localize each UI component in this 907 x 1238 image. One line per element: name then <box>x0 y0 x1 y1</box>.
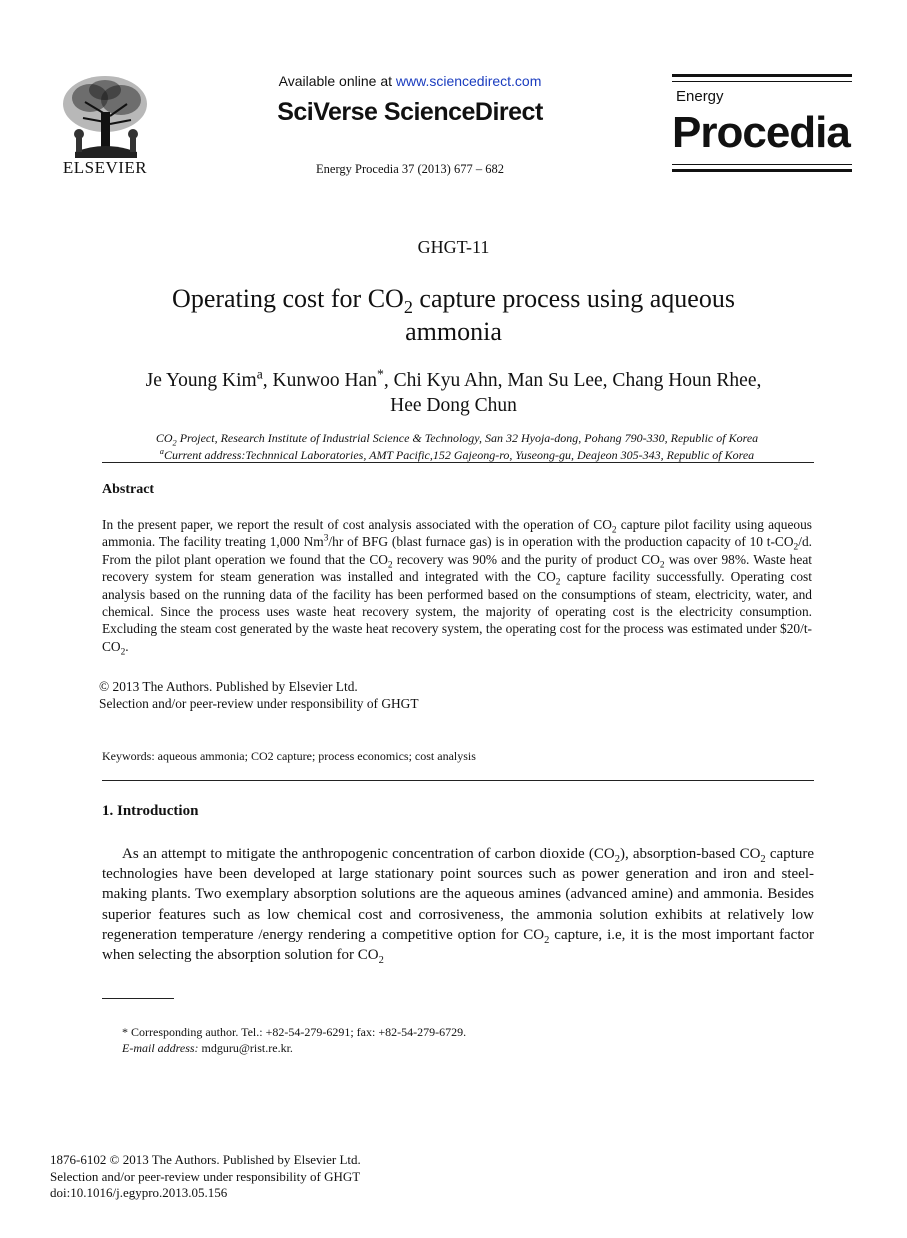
abstract-heading: Abstract <box>102 482 155 497</box>
sciverse-sciencedirect-wordmark: SciVerse ScienceDirect <box>277 98 543 126</box>
keywords: Keywords: aqueous ammonia; CO2 capture; process economics; cost analysis <box>102 749 476 763</box>
subscript: 2 <box>555 577 561 588</box>
abstract-text: /hr of BFG (blast furnace gas) is in operation with the production capacity of 10 t-CO <box>328 534 794 550</box>
subscript: 2 <box>760 854 766 865</box>
subscript: 2 <box>378 955 384 967</box>
copyright-line: Selection and/or peer-review under responsibility of GHGT <box>99 696 419 712</box>
intro-text: ), absorption-based CO <box>619 846 761 862</box>
page-footer <box>50 1152 361 1202</box>
author-name: , Kunwoo Han <box>262 370 378 391</box>
abstract-text: /d. From the pilot plant operation we found that the CO <box>102 534 812 567</box>
title-text: Operating cost for CO <box>172 284 404 313</box>
author-name: Hee Dong Chun <box>390 395 517 416</box>
title-subscript: 2 <box>403 297 413 318</box>
abstract-text: capture facility successfully. Operating cost analysis based on the running data of the facility has been performed based on the consumptions of steam, electricity, water, and chemical. Since the process uses waste heat recovery system, the majority of operating cost is the electricity consumption. Excluding the steam cost generated by the waste heat recovery system, the operating cost for the process was estimated under $20/t-CO <box>102 569 812 654</box>
journal-name-small: Energy <box>676 88 724 105</box>
author-names: , Chi Kyu Ahn, Man Su Lee, Chang Houn Rhee, <box>383 370 762 391</box>
subscript: 2 <box>659 560 665 571</box>
footnote-rule <box>102 998 174 999</box>
intro-text: capture technologies have been developed at large stationary point sources such as power generation and iron and steel-making plants. Two exemplary absorption solutions are the aqueous amines (advanced amine) and ammonia. Besides superior features such as low chemical cost and corrosiveness, the ammonia solution exhibits at relatively low regeneration temperature /energy rendering a competitive option for CO <box>102 846 814 943</box>
footnote <box>122 1024 466 1056</box>
divider <box>102 462 814 463</box>
email-address[interactable]: mdguru@rist.re.kr. <box>198 1041 293 1055</box>
subscript: 2 <box>544 934 550 946</box>
journal-name-big: Procedia <box>672 108 850 157</box>
affiliation-mark: a <box>256 366 263 382</box>
paper-title <box>100 282 807 348</box>
abstract-text: capture pilot facility using aqueous ammonia. The facility treating 1,000 Nm <box>102 517 812 550</box>
subscript: 2 <box>120 647 126 658</box>
abstract-text: . <box>125 638 129 654</box>
abstract-text: was over 98%. Waste heat recovery system for steam generation was installed and integrated with the CO <box>102 551 812 585</box>
footnote-contact: * Corresponding author. Tel.: +82-54-279-6291; fax: +82-54-279-6729. <box>122 1025 467 1039</box>
affiliation-text: Project, Research Institute of Industrial Science & Technology, San 32 Hyoja-dong, Pohang 790-330, Republic of Korea <box>176 431 759 445</box>
title-text: ammonia <box>405 317 502 346</box>
affiliation-mark: a <box>159 447 164 456</box>
subscript: 2 <box>387 560 393 571</box>
affiliation-text: Current address:Technnical Laboratories, AMT Pacific,152 Gajeong-ro, Yuseong-gu, Deajeon 305-343, Republic of Korea <box>163 448 755 462</box>
abstract-body <box>102 516 812 658</box>
section-heading: 1. Introduction <box>102 803 199 819</box>
available-online <box>240 73 580 89</box>
sciencedirect-link[interactable]: www.sciencedirect.com <box>395 73 542 89</box>
divider <box>102 780 814 781</box>
footer-doi[interactable]: doi:10.1016/j.egypro.2013.05.156 <box>50 1185 228 1200</box>
intro-paragraph <box>102 844 814 965</box>
copyright-notice <box>99 678 419 713</box>
affiliation-subscript: 2 <box>172 438 177 448</box>
abstract-text: recovery was 90% and the purity of product CO <box>392 551 660 567</box>
journal-reference: Energy Procedia 37 (2013) 677 – 682 <box>316 162 504 176</box>
footer-review: Selection and/or peer-review under responsibility of GHGT <box>50 1168 361 1184</box>
available-prefix: Available online at <box>278 73 396 89</box>
intro-text: capture, i.e, it is the most important factor when selecting the absorption solution for CO <box>102 926 814 964</box>
elsevier-wordmark: ELSEVIER <box>62 158 148 177</box>
title-text: capture process using aqueous <box>412 284 735 313</box>
subscript: 2 <box>793 543 799 554</box>
copyright-line: © 2013 The Authors. Published by Elsevier Ltd. <box>99 679 358 694</box>
affiliation-text: CO <box>155 431 173 445</box>
footer-issn: 1876-6102 © 2013 The Authors. Published by Elsevier Ltd. <box>50 1152 361 1167</box>
corresponding-mark: * <box>377 366 384 382</box>
affiliations <box>102 430 812 464</box>
conference-label: GHGT-11 <box>417 237 490 257</box>
email-label: E-mail address: <box>122 1041 199 1055</box>
superscript: 3 <box>323 533 329 544</box>
subscript: 2 <box>614 854 620 865</box>
subscript: 2 <box>611 525 617 536</box>
intro-text: As an attempt to mitigate the anthropogenic concentration of carbon dioxide (CO <box>122 846 615 862</box>
author-name: Je Young Kim <box>145 370 257 391</box>
abstract-text: In the present paper, we report the result of cost analysis associated with the operation of CO <box>102 517 612 532</box>
author-list <box>100 368 807 418</box>
